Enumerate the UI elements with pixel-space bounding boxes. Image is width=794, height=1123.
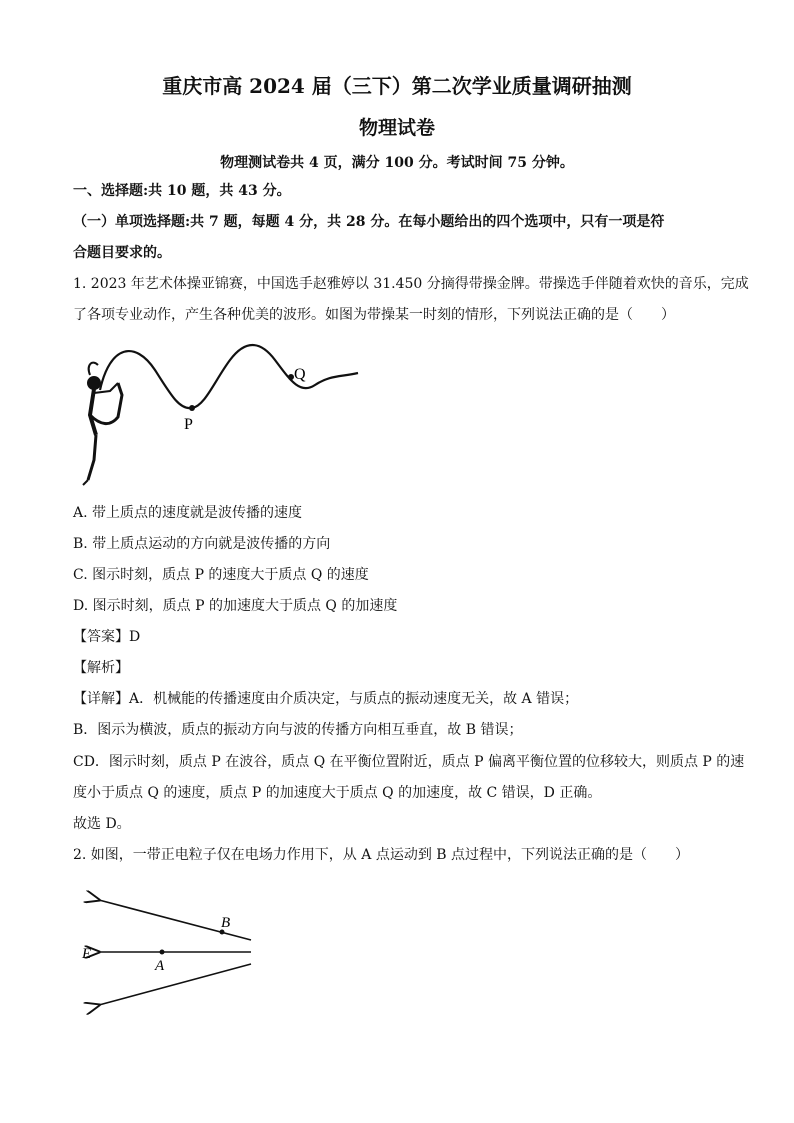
- q2-stem: 2. 如图，一带正电粒子仅在电场力作用下，从 A 点运动到 B 点过程中，下列说法正确的是（ ）: [73, 847, 690, 863]
- exam-title: 重庆市高 2024 届（三下）第二次学业质量调研抽测: [162, 74, 632, 98]
- q1-option-a: A. 带上质点的速度就是波传播的速度: [73, 505, 303, 521]
- q1-answer: 【答案】D: [73, 629, 141, 645]
- q1-detail-line-4: 度小于质点 Q 的速度，质点 P 的加速度大于质点 Q 的加速度，故 C 错误，D 正确。: [73, 785, 602, 801]
- q1-detail-line-5: 故选 D。: [73, 816, 131, 832]
- point-a-dot: [160, 950, 165, 955]
- q1-option-b: B. 带上质点运动的方向就是波传播的方向: [73, 536, 331, 552]
- field-e-label: E: [82, 946, 92, 962]
- q1-figure-ribbon-gymnast: [80, 335, 370, 490]
- q1-option-c: C. 图示时刻，质点 P 的速度大于质点 Q 的速度: [73, 567, 369, 583]
- point-p-dot: [189, 405, 195, 411]
- section-heading: 一、选择题:共 10 题，共 43 分。: [73, 183, 291, 199]
- subject-title: 物理试卷: [358, 117, 435, 139]
- q1-option-d: D. 图示时刻，质点 P 的加速度大于质点 Q 的加速度: [73, 598, 398, 614]
- q1-detail-line-3: CD．图示时刻，质点 P 在波谷，质点 Q 在平衡位置附近，质点 P 偏离平衡位置的位移较大，则质点 P 的速: [73, 754, 745, 770]
- q1-detail-line-1: 【详解】A．机械能的传播速度由介质决定，与质点的振动速度无关，故 A 错误；: [73, 691, 579, 707]
- point-b-label: B: [221, 915, 231, 931]
- ribbon-wave: [100, 345, 358, 408]
- point-p-label: P: [184, 416, 193, 433]
- q1-stem-line-2: 了各项专业动作，产生各种优美的波形。如图为带操某一时刻的情形，下列说法正确的是（ ）: [73, 307, 675, 323]
- field-line-bottom: [99, 964, 251, 1005]
- q1-detail-line-2: B．图示为横波，质点的振动方向与波的传播方向相互垂直，故 B 错误；: [73, 722, 523, 738]
- q2-figure-electric-field: [75, 890, 265, 1015]
- sub-heading-line-2: 合题目要求的。: [73, 245, 171, 261]
- point-a-label: A: [155, 958, 165, 974]
- q1-stem-line-1: 1. 2023 年艺术体操亚锦赛，中国选手赵雅婷以 31.450 分摘得带操金牌。带操选手伴随着欢快的音乐，完成: [73, 276, 749, 292]
- exam-info: 物理测试卷共 4 页，满分 100 分。考试时间 75 分钟。: [220, 155, 574, 171]
- sub-heading-line-1: （一）单项选择题:共 7 题，每题 4 分，共 28 分。在每小题给出的四个选项中，只有一项是符: [73, 214, 665, 230]
- q1-analysis-tag: 【解析】: [73, 660, 129, 676]
- point-q-label: Q: [294, 366, 306, 383]
